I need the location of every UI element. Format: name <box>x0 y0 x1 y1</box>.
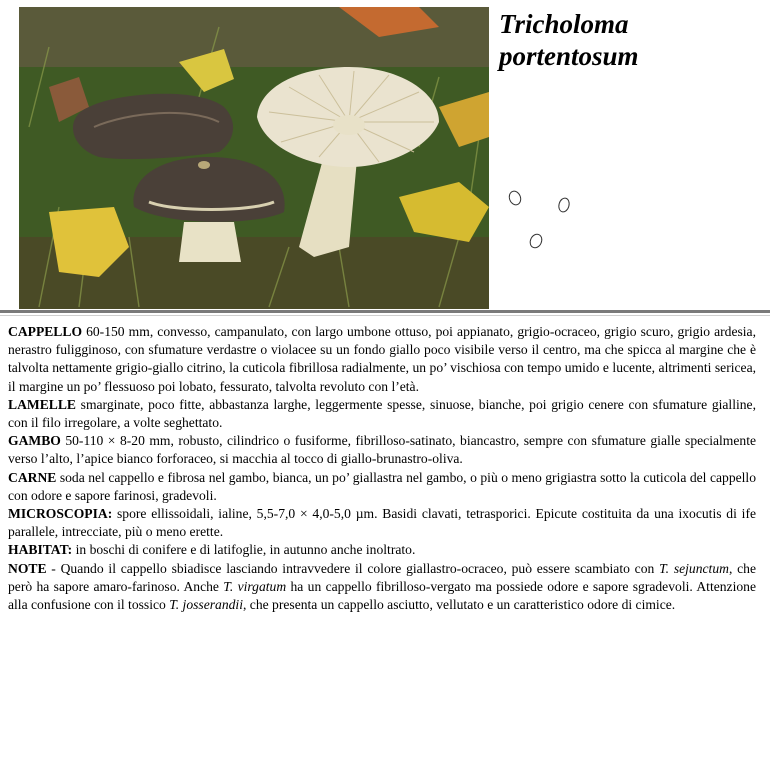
divider-thin <box>0 315 770 316</box>
section-label: LAMELLE <box>8 396 76 412</box>
section-gambo <box>8 432 756 468</box>
section-label: MICROSCOPIA: <box>8 506 113 522</box>
section-text: soda nel cappello e fibrosa nel gambo, bianca, un po’ giallastra nel gambo, o più o meno grigiastra sotto la cuticola del cappello con odore e sapore farinosi, gradevoli. <box>8 469 756 503</box>
section-label: NOTE <box>8 560 47 576</box>
section-label: HABITAT: <box>8 542 73 558</box>
section-text: 60-150 mm, convesso, campanulato, con largo umbone ottuso, poi appianato, grigio-ocraceo, grigio scuro, grigio ardesia, nerastro fuligginoso, con sfumature verdastre o violacee su un fondo giallo poco visibile verso il centro, ma che spicca al margine che è talvolta nettamente grigio-giallo citrino, la cuticola fibrillosa radialmente, un po’ vischiosa con tempo umido e lucente, altrimenti sericea, il margine un po’ flessuoso poi lobato, fessurato, talvolta revoluto con l’età. <box>8 324 756 394</box>
section-text: ha un cappello fibrilloso-vergato ma possiede odore e sapore sgradevoli. Attenzione alla confusione con il tossico <box>8 578 756 613</box>
section-label: CAPPELLO <box>8 324 83 339</box>
section-note <box>8 560 756 615</box>
section-text: in boschi di conifere e di latifoglie, in autunno anche inoltrato. <box>72 542 416 558</box>
section-text: 50-110 × 8-20 mm, robusto, cilindrico o fusiforme, fibrilloso-satinato, biancastro, sempre con sfumature gialle specialmente verso l’alto, l’apice bianco forforaceo, si macchia al tocco di giallo-brunastro-oliva. <box>8 433 756 467</box>
section-text: smarginate, poco fitte, abbastanza larghe, leggermente spesse, sinuose, bianche, poi grigio cenere con sfumature gialline, con il filo irregolare, a volte seghettato. <box>8 396 756 431</box>
section-habitat <box>8 541 756 559</box>
description <box>8 323 756 614</box>
section-text: , che presenta un cappello asciutto, vellutato e un caratteristico odore di cimice. <box>242 597 676 613</box>
section-microscopia <box>8 505 756 541</box>
section-text: - Quando il cappello sbiadisce lasciando intravvedere il colore giallastro-ocraceo, può essere scambiato con <box>46 560 660 576</box>
divider <box>0 310 770 313</box>
section-label: CARNE <box>8 469 57 485</box>
section-text: , che però ha sapore amaro-farinoso. Anche <box>8 560 756 594</box>
species-ref: T. josserandii <box>169 597 243 613</box>
mushroom-photo <box>19 7 489 309</box>
section-label: GAMBO <box>8 433 61 449</box>
species-ref: T. virgatum <box>223 578 287 594</box>
species-title <box>499 8 759 72</box>
section-text: spore ellissoidali, ialine, 5,5-7,0 × 4,0-5,0 µm. Basidi clavati, tetrasporici. Epicute costituita da una ixocutis di ife parallele, intrecciate, più o meno erette. <box>8 506 756 540</box>
section-lamelle <box>8 396 756 432</box>
epithet-name: portentosum <box>499 41 639 71</box>
spore-drawing <box>500 185 590 255</box>
section-cappello <box>8 323 756 396</box>
section-carne <box>8 469 756 505</box>
species-ref: T. sejunctum <box>659 560 729 576</box>
genus-name: Tricholoma <box>499 9 629 39</box>
